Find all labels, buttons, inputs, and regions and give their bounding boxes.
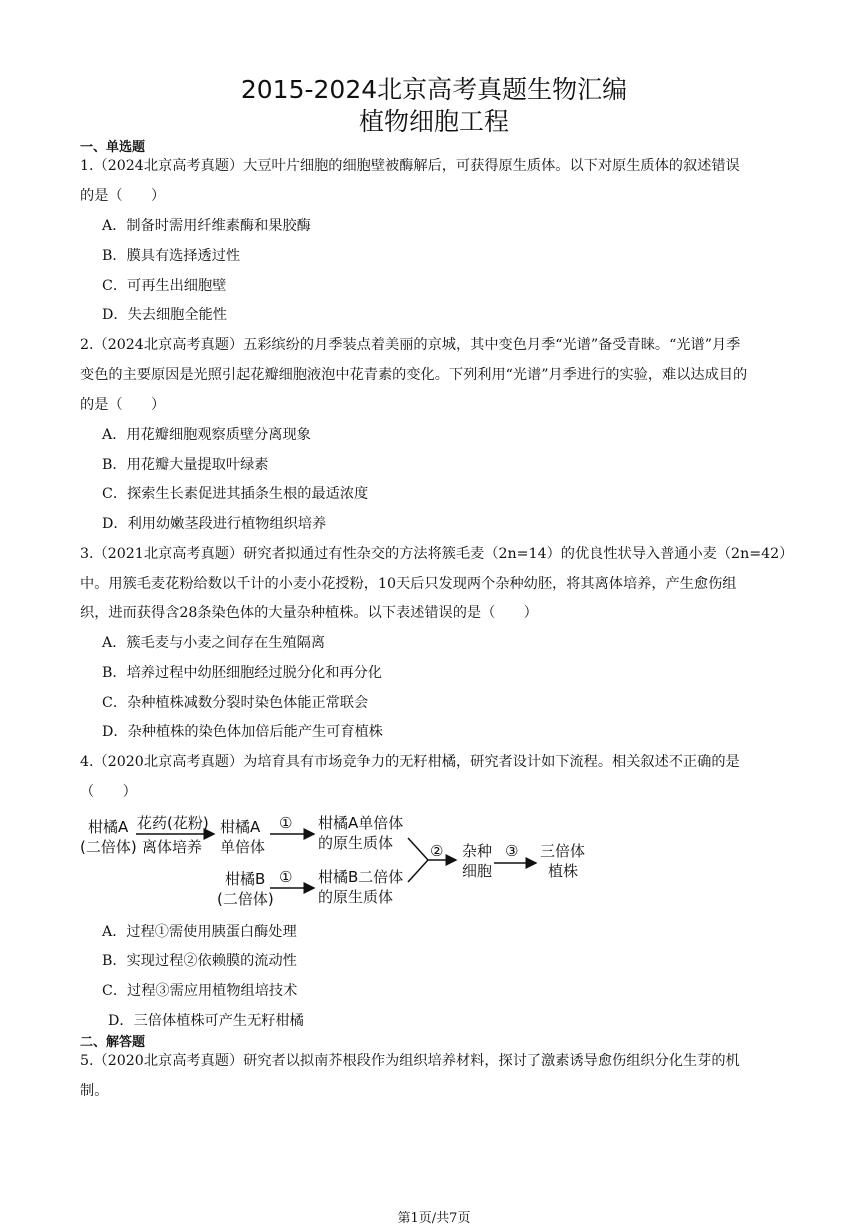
question-2-option-a: A．用花瓣细胞观察质壁分离现象 (102, 427, 311, 443)
citrus-b-label: 柑橘B (225, 870, 266, 888)
question-3-option-b: B．培养过程中幼胚细胞经过脱分化和再分化 (102, 665, 382, 681)
question-1-option-a: A．制备时需用纤维素酶和果胶酶 (102, 218, 311, 234)
question-2-option-c: C．探索生长素促进其插条生根的最适浓度 (102, 486, 369, 502)
question-1-text: 的是（ ） (80, 188, 166, 204)
haploid-protoplast-label: 柑橘A单倍体 (318, 814, 404, 832)
citrus-b-diploid-label: (二倍体) (217, 890, 274, 908)
question-3-text: 3.（2021北京高考真题）研究者拟通过有性杂交的方法将簇毛麦（2n=14）的优良性状导入普通小麦（2n=42） (80, 546, 794, 562)
question-2-text: 2.（2024北京高考真题）五彩缤纷的月季装点着美丽的京城，其中变色月季“光谱”备受青睐。“光谱”月季 (80, 337, 741, 353)
question-3-option-a: A．簇毛麦与小麦之间存在生殖隔离 (102, 635, 326, 651)
citrus-a-haploid-label: 柑橘A (220, 818, 261, 836)
question-2-option-d: D．利用幼嫩茎段进行植物组织培养 (102, 516, 327, 532)
question-4-option-d: D．三倍体植株可产生无籽柑橘 (108, 1013, 304, 1029)
in-vitro-culture-label: 离体培养 (142, 838, 203, 856)
step-2-marker: ② (430, 842, 444, 860)
page-subtitle: 植物细胞工程 (358, 107, 509, 136)
triploid-plant-label: 三倍体 (540, 842, 586, 860)
step-1b-marker: ① (279, 868, 293, 886)
question-1-option-d: D．失去细胞全能性 (102, 307, 227, 323)
question-4-option-b: B．实现过程②依赖膜的流动性 (102, 953, 297, 969)
question-4-text: （ ） (80, 784, 137, 800)
question-5-text: 5.（2020北京高考真题）研究者以拟南芥根段作为组织培养材料，探讨了激素诱导愈伤组织分化生芽的机 (80, 1053, 740, 1069)
question-2-text: 的是（ ） (80, 397, 166, 413)
triploid-plant-label: 植株 (548, 862, 579, 880)
fusion-line-top (408, 838, 428, 860)
question-1-option-c: C．可再生出细胞壁 (102, 278, 227, 294)
citrus-a-label: 柑橘A (88, 818, 129, 836)
process-flow-diagram (80, 808, 640, 913)
haploid-protoplast-label: 的原生质体 (318, 834, 394, 852)
fusion-line-bottom (408, 860, 428, 882)
question-3-text: 织，进而获得含28条染色体的大量杂种植株。以下表述错误的是（ ） (80, 605, 538, 621)
page-title: 2015-2024北京高考真题生物汇编 (240, 75, 628, 104)
question-5-text: 制。 (80, 1083, 109, 1099)
anther-pollen-label: 花药(花粉) (137, 814, 209, 832)
step-3-marker: ③ (505, 842, 519, 860)
question-1-option-b: B．膜具有选择透过性 (102, 248, 241, 264)
hybrid-cell-label: 杂种 (462, 842, 493, 860)
question-3-option-c: C．杂种植株减数分裂时染色体能正常联会 (102, 695, 369, 711)
step-1-marker: ① (279, 814, 293, 832)
question-4-text: 4.（2020北京高考真题）为培育具有市场竞争力的无籽柑橘，研究者设计如下流程。相关叙述不正确的是 (80, 754, 740, 770)
question-2-text: 变色的主要原因是光照引起花瓣细胞液泡中花青素的变化。下列利用“光谱”月季进行的实验，难以达成目的 (80, 367, 748, 383)
hybrid-cell-label: 细胞 (462, 862, 493, 880)
question-4-option-a: A．过程①需使用胰蛋白酶处理 (102, 924, 297, 940)
section-heading-single-choice: 一、单选题 (80, 140, 146, 155)
citrus-a-diploid-label: (二倍体) (80, 838, 137, 856)
diploid-protoplast-label: 柑橘B二倍体 (318, 868, 404, 886)
diploid-protoplast-label: 的原生质体 (318, 888, 394, 906)
question-3-option-d: D．杂种植株的染色体加倍后能产生可育植株 (102, 724, 383, 740)
question-2-option-b: B．用花瓣大量提取叶绿素 (102, 457, 269, 473)
question-4-option-c: C．过程③需应用植物组培技术 (102, 983, 298, 999)
question-1-text: 1.（2024北京高考真题）大豆叶片细胞的细胞壁被酶解后，可获得原生质体。以下对原生质体的叙述错误 (80, 158, 740, 174)
question-3-text: 中。用簇毛麦花粉给数以千计的小麦小花授粉，10天后只发现两个杂种幼胚，将其离体培养，产生愈伤组 (80, 576, 737, 592)
citrus-a-haploid-label: 单倍体 (220, 838, 266, 856)
section-heading-answer: 二、解答题 (80, 1035, 146, 1050)
page-number: 第1页/共7页 (397, 1211, 471, 1226)
